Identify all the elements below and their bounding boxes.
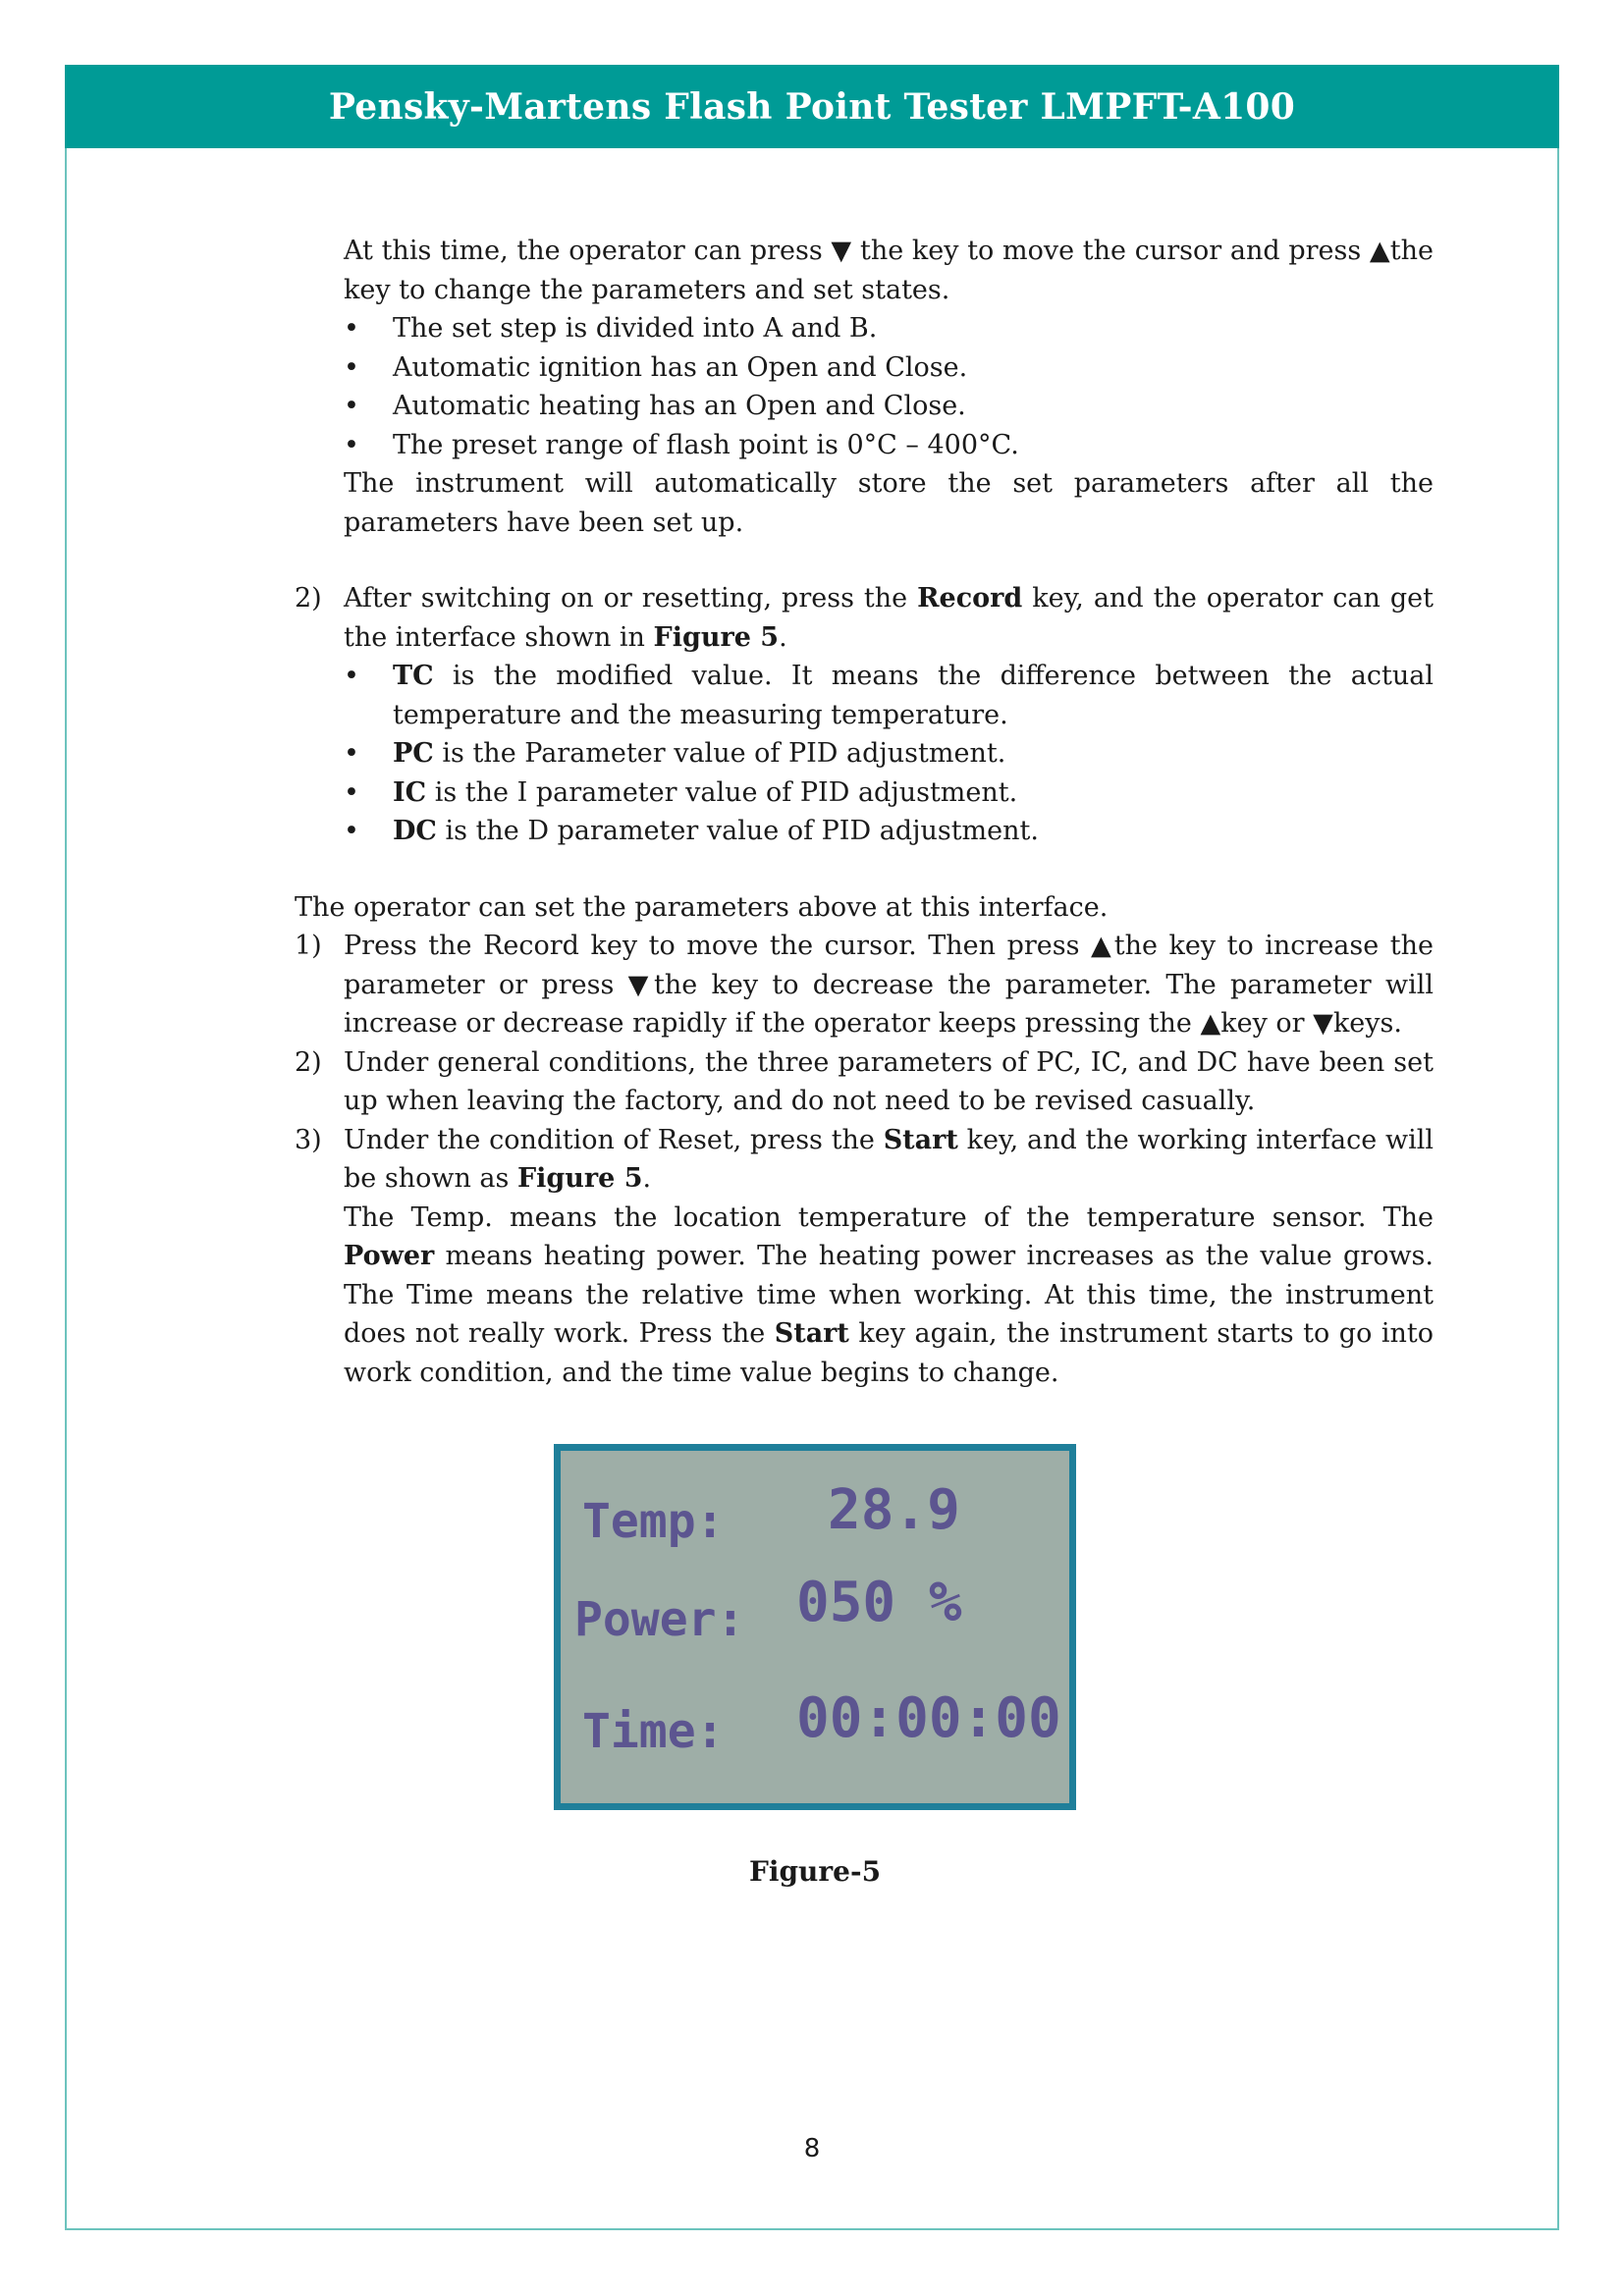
- bullet-icon: •: [344, 391, 359, 421]
- list-item: • IC is the I parameter value of PID adjustment.: [344, 774, 1434, 813]
- item-number: 1): [295, 931, 322, 961]
- list-item: • PC is the Parameter value of PID adjustment.: [344, 734, 1434, 774]
- intro-bullet-list: [295, 309, 1434, 464]
- parameter-bullet-list: [295, 657, 1434, 851]
- bullet-icon: •: [344, 313, 359, 344]
- power-label: Power:: [574, 1592, 745, 1647]
- bullet-icon: •: [344, 738, 359, 769]
- list-item: • DC is the D parameter value of PID adjustment.: [344, 812, 1434, 851]
- lcd-screen: [561, 1451, 1069, 1803]
- bullet-icon: •: [344, 661, 359, 691]
- temp-label: Temp:: [582, 1494, 725, 1549]
- lcd-figure: [554, 1444, 1076, 1810]
- main-content: [295, 232, 1434, 1392]
- list-item: • The set step is divided into A and B.: [344, 309, 1434, 348]
- page-number: 8: [803, 2134, 821, 2163]
- figure-caption: Figure-5: [748, 1855, 882, 1888]
- item-number: 2): [295, 583, 322, 614]
- item-number: 2): [295, 1046, 322, 1078]
- intro-paragraph: At this time, the operator can press ▼ the key to move the cursor and press ▲the key to change the parameters and set states.: [344, 236, 1434, 305]
- numbered-item-s1: 1) Press the Record key to move the cursor. Then press ▲the key to increase the parameter or press ▼the key to decrease the parameter. The parameter will increase or decrease rapidly if the operator keeps pressing the ▲key or ▼keys.: [295, 927, 1434, 1043]
- power-value: 050 %: [796, 1571, 962, 1634]
- list-item: • Automatic heating has an Open and Close.: [344, 387, 1434, 426]
- list-item: • The preset range of flash point is 0°C – 400°C.: [344, 426, 1434, 465]
- time-label: Time:: [582, 1704, 725, 1759]
- time-value: 00:00:00: [796, 1686, 1061, 1750]
- bullet-icon: •: [344, 429, 359, 460]
- numbered-item-s2: 2) Under general conditions, the three parameters of PC, IC, and DC have been set up when leaving the factory, and do not need to be revised casually.: [295, 1043, 1434, 1121]
- bullet-icon: •: [344, 816, 359, 846]
- bullet-icon: •: [344, 351, 359, 383]
- item-number: 3): [295, 1124, 322, 1155]
- header-bar: [65, 65, 1559, 148]
- section-lead-paragraph: The operator can set the parameters above at this interface.: [295, 891, 1109, 923]
- numbered-item-2: 2) After switching on or resetting, press the Record key, and the operator can get the interface shown in Figure 5.: [295, 579, 1434, 657]
- bullet-icon: •: [344, 776, 359, 808]
- s3-explanation-paragraph: The Temp. means the location temperature of the temperature sensor. The Power means heating power. The heating power increases as the value grows. The Time means the relative time when working. At this time, the instrument does not really work. Press the Start key again, the instrument starts to go into work condition, and the time value begins to change.: [344, 1201, 1435, 1388]
- list-item: • TC is the modified value. It means the difference between the actual temperature and the measuring temperature.: [344, 657, 1434, 734]
- document-title: Pensky-Martens Flash Point Tester LMPFT-A100: [328, 85, 1296, 128]
- temp-value: 28.9: [828, 1478, 960, 1542]
- intro-closing-paragraph: The instrument will automatically store the set parameters after all the parameters have been set up.: [344, 468, 1434, 538]
- numbered-item-s3: 3) Under the condition of Reset, press the Start key, and the working interface will be shown as Figure 5.: [295, 1121, 1434, 1199]
- list-item: • Automatic ignition has an Open and Close.: [344, 348, 1434, 388]
